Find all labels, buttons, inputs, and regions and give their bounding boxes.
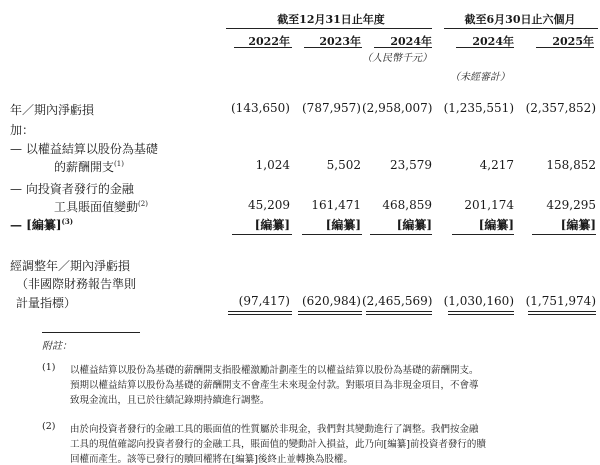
col-rule	[374, 47, 432, 48]
note-line: 由於向投資者發行的金融工具的賬面值的性質屬於非現金，我們對其變動進行了調整。我們按金融	[70, 424, 479, 435]
header-six-months: 截至6月30日止六個月	[464, 13, 576, 26]
cell-value: (97,417)	[238, 294, 290, 308]
col-header-2024: 2024年	[390, 35, 432, 48]
cell-value: (2,958,007)	[362, 101, 433, 115]
header-rule-dec	[226, 28, 432, 29]
cell-value: (1,751,974)	[525, 294, 596, 308]
subtotal-rule	[232, 234, 292, 235]
cell-value: (2,357,852)	[525, 101, 596, 115]
cell-value: [編纂]	[325, 218, 361, 232]
note-line: 以權益結算以股份為基礎的薪酬開支指股權激勵計劃產生的以權益結算以股份為基礎的薪酬開支。	[70, 365, 479, 376]
note-line: 回權而產生。該等已發行的贖回權將在[編纂]後終止並轉換為股權。	[70, 454, 353, 465]
footnote-ref: (1)	[114, 160, 124, 168]
col-header-2025-h1: 2025年	[552, 35, 594, 48]
currency-note: （人民幣千元）	[362, 53, 432, 64]
col-header-2024-h1: 2024年	[472, 35, 514, 48]
total-rule	[228, 311, 292, 315]
subtotal-rule	[302, 234, 362, 235]
cell-value: (1,235,551)	[443, 101, 514, 115]
cell-value: (787,957)	[302, 101, 361, 115]
notes-heading: 附註：	[42, 341, 72, 352]
col-rule	[304, 47, 362, 48]
subtotal-rule	[452, 234, 514, 235]
total-rule	[528, 311, 596, 315]
note-line: 工具的現值確認向投資者發行的金融工具，賬面值的變動計入損益，此乃向[編纂]前投資者發行的贖	[70, 439, 486, 450]
note-number: (2)	[42, 421, 56, 432]
row-label-add: 加：	[10, 123, 35, 137]
total-rule	[448, 311, 514, 315]
row-label-fv-change-cont: 工具賬面值變動$^{(2)}$	[54, 200, 148, 214]
header-year-ended: 截至12月31日止年度	[277, 13, 385, 26]
cell-value: 201,174	[464, 198, 514, 212]
row-label-adjusted-cont: （非國際財務報告準則	[16, 277, 137, 291]
cell-value: 161,471	[311, 198, 361, 212]
row-label-redacted: — [編纂]$^{(3)}$	[10, 217, 74, 232]
total-rule	[298, 311, 362, 315]
cell-value: 468,859	[382, 198, 432, 212]
cell-value: 158,852	[546, 158, 596, 172]
cell-value: (143,650)	[231, 101, 290, 115]
footnote-ref: (2)	[138, 200, 148, 208]
row-label-adjusted: 經調整年／期內淨虧損	[10, 259, 131, 273]
cell-value: 4,217	[479, 158, 514, 172]
col-header-2022: 2022年	[248, 35, 290, 48]
row-label-fv-change: — 向投資者發行的金融	[10, 182, 134, 196]
row-label-adjusted-cont2: 計量指標）	[16, 296, 77, 310]
cell-value: [編纂]	[560, 218, 596, 232]
cell-value: (620,984)	[302, 294, 361, 308]
row-label-share-comp-cont: 的薪酬開支$^{(1)}$	[54, 160, 124, 174]
footnote-ref: (3)	[61, 217, 74, 226]
total-rule	[366, 311, 432, 315]
col-rule	[234, 47, 292, 48]
cell-value: 1,024	[255, 158, 290, 172]
cell-value: [編纂]	[254, 218, 290, 232]
note-line: 預期以權益結算以股份為基礎的薪酬開支不會產生未來現金付款。對賬項目為非現金項目，不會導	[70, 380, 479, 391]
cell-value: 45,209	[248, 198, 290, 212]
cell-value: 429,295	[546, 198, 596, 212]
cell-value: 23,579	[390, 158, 432, 172]
header-rule-jun	[444, 28, 598, 29]
notes-separator	[42, 332, 140, 333]
cell-value: [編纂]	[478, 218, 514, 232]
row-label-net-loss: 年／期內淨虧損	[10, 103, 95, 117]
unaudited-note: （未經審計）	[450, 72, 510, 83]
col-rule	[536, 47, 594, 48]
cell-value: 5,502	[326, 158, 361, 172]
cell-value: [編纂]	[396, 218, 432, 232]
cell-value: (1,030,160)	[443, 294, 514, 308]
col-rule	[456, 47, 514, 48]
note-line: 致現金流出，且已於往績記錄期持續進行調整。	[70, 395, 270, 406]
row-label-share-comp: — 以權益結算以股份為基礎	[10, 142, 158, 156]
subtotal-rule	[370, 234, 432, 235]
subtotal-rule	[532, 234, 596, 235]
cell-value: (2,465,569)	[362, 294, 433, 308]
note-number: (1)	[42, 362, 56, 373]
col-header-2023: 2023年	[319, 35, 361, 48]
